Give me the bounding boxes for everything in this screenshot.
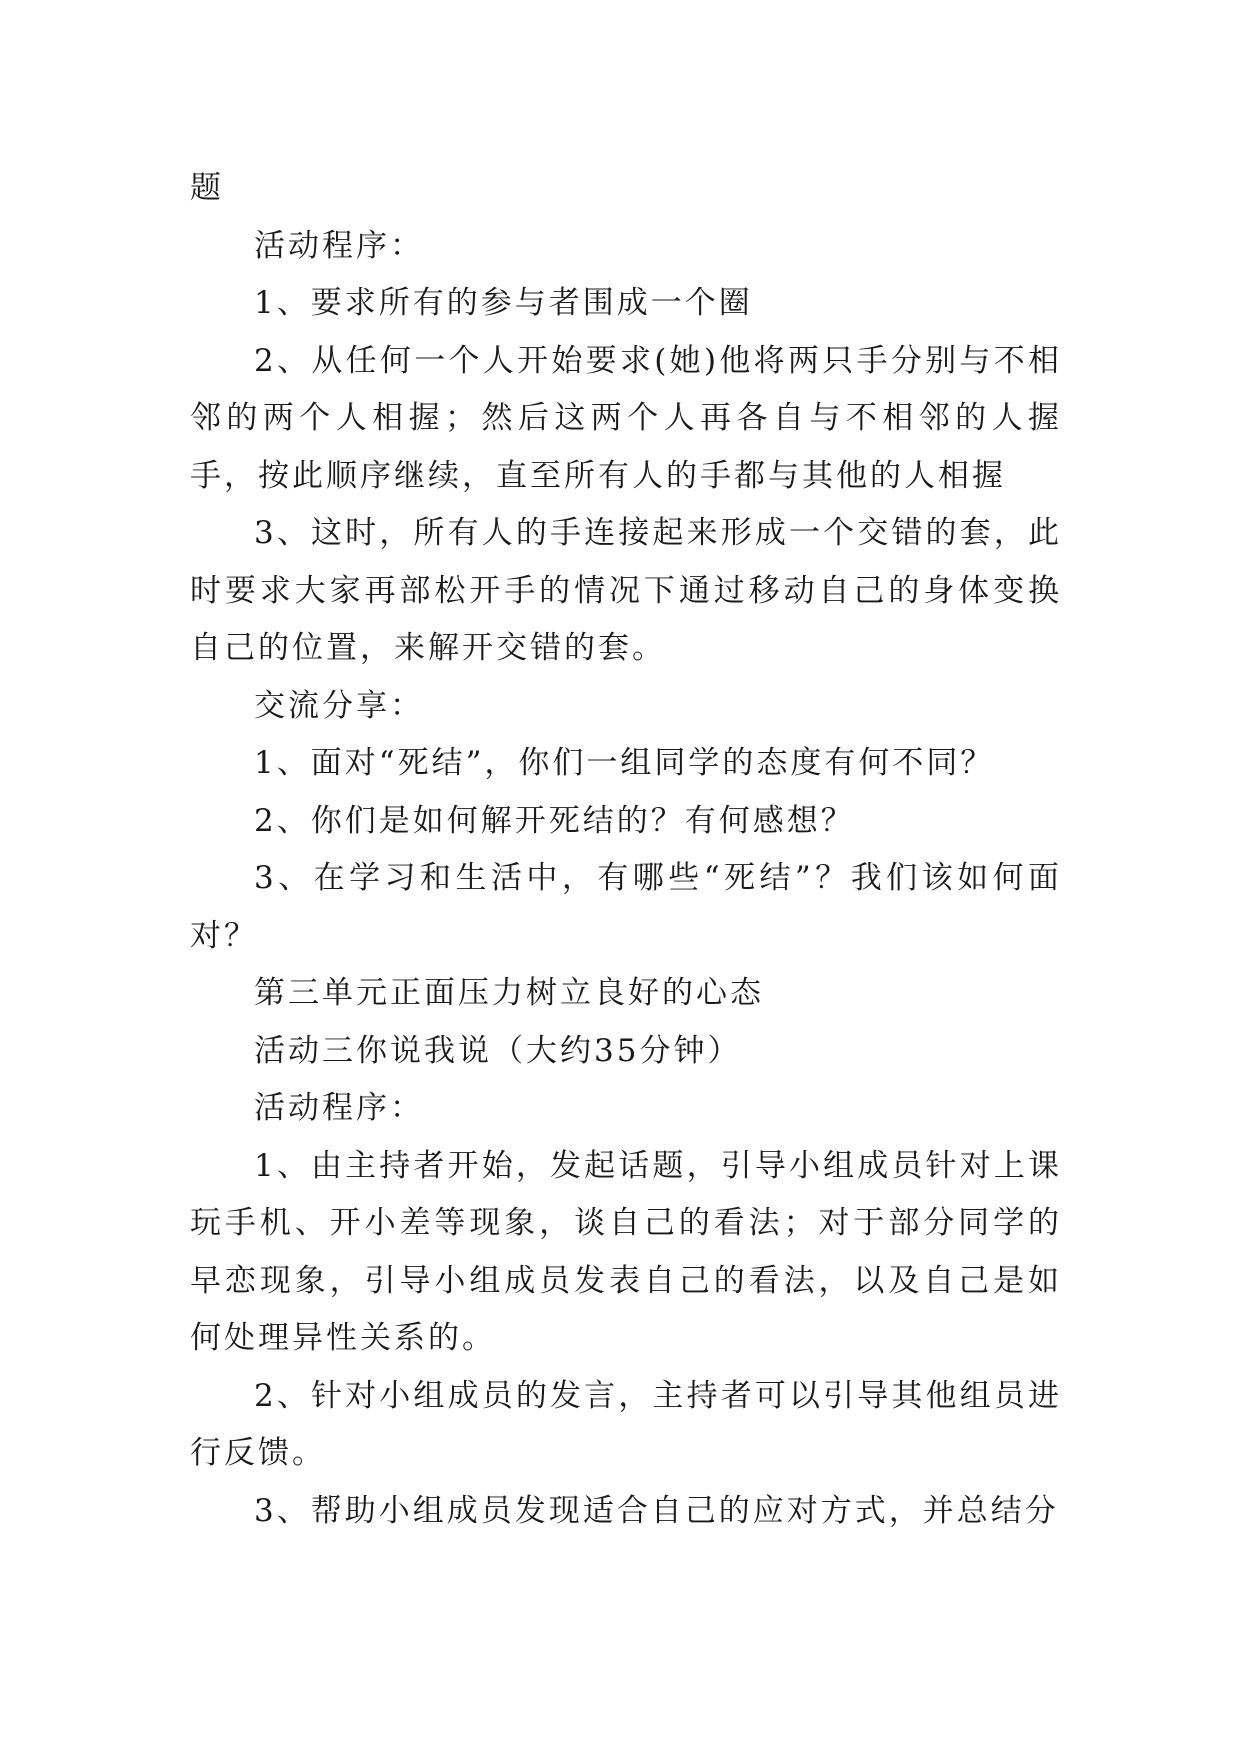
activity3-step-1: 1、由主持者开始，发起话题，引导小组成员针对上课玩手机、开小差等现象，谈自己的看法；对于部分同学的早恋现象，引导小组成员发表自己的看法，以及自己是如何处理异性关系的。	[190, 1147, 1062, 1356]
activity-title: 活动三你说我说（大约35分钟）	[254, 1032, 742, 1069]
heading-activity-procedure-2: 活动程序：	[254, 1090, 424, 1126]
document-body	[190, 160, 1062, 1540]
paragraph-continuation: 题	[190, 170, 224, 206]
activity3-step-2: 2、针对小组成员的发言，主持者可以引导其他组员进行反馈。	[190, 1377, 1062, 1471]
discussion-question-2: 2、你们是如何解开死结的？有何感想？	[254, 802, 855, 839]
unit-title: 第三单元正面压力树立良好的心态	[254, 975, 764, 1011]
procedure-step-2: 2、从任何一个人开始要求(她)他将两只手分别与不相邻的两个人相握；然后这两个人再各自与不相邻的人握手，按此顺序继续，直至所有人的手都与其他的人相握	[190, 342, 1062, 494]
procedure-step-3: 3、这时，所有人的手连接起来形成一个交错的套，此时要求大家再部松开手的情况下通过移动自己的身体变换自己的位置，来解开交错的套。	[190, 515, 1062, 666]
discussion-question-3: 3、在学习和生活中，有哪些“死结”？我们该如何面对？	[190, 860, 1062, 954]
heading-discussion: 交流分享：	[254, 687, 424, 724]
procedure-step-1: 1、要求所有的参与者围成一个圈	[254, 285, 753, 321]
heading-activity-procedure: 活动程序：	[254, 227, 424, 264]
activity3-step-3: 3、帮助小组成员发现适合自己的应对方式，并总结分	[254, 1492, 1059, 1529]
discussion-question-1: 1、面对“死结”，你们一组同学的态度有何不同？	[254, 745, 995, 781]
